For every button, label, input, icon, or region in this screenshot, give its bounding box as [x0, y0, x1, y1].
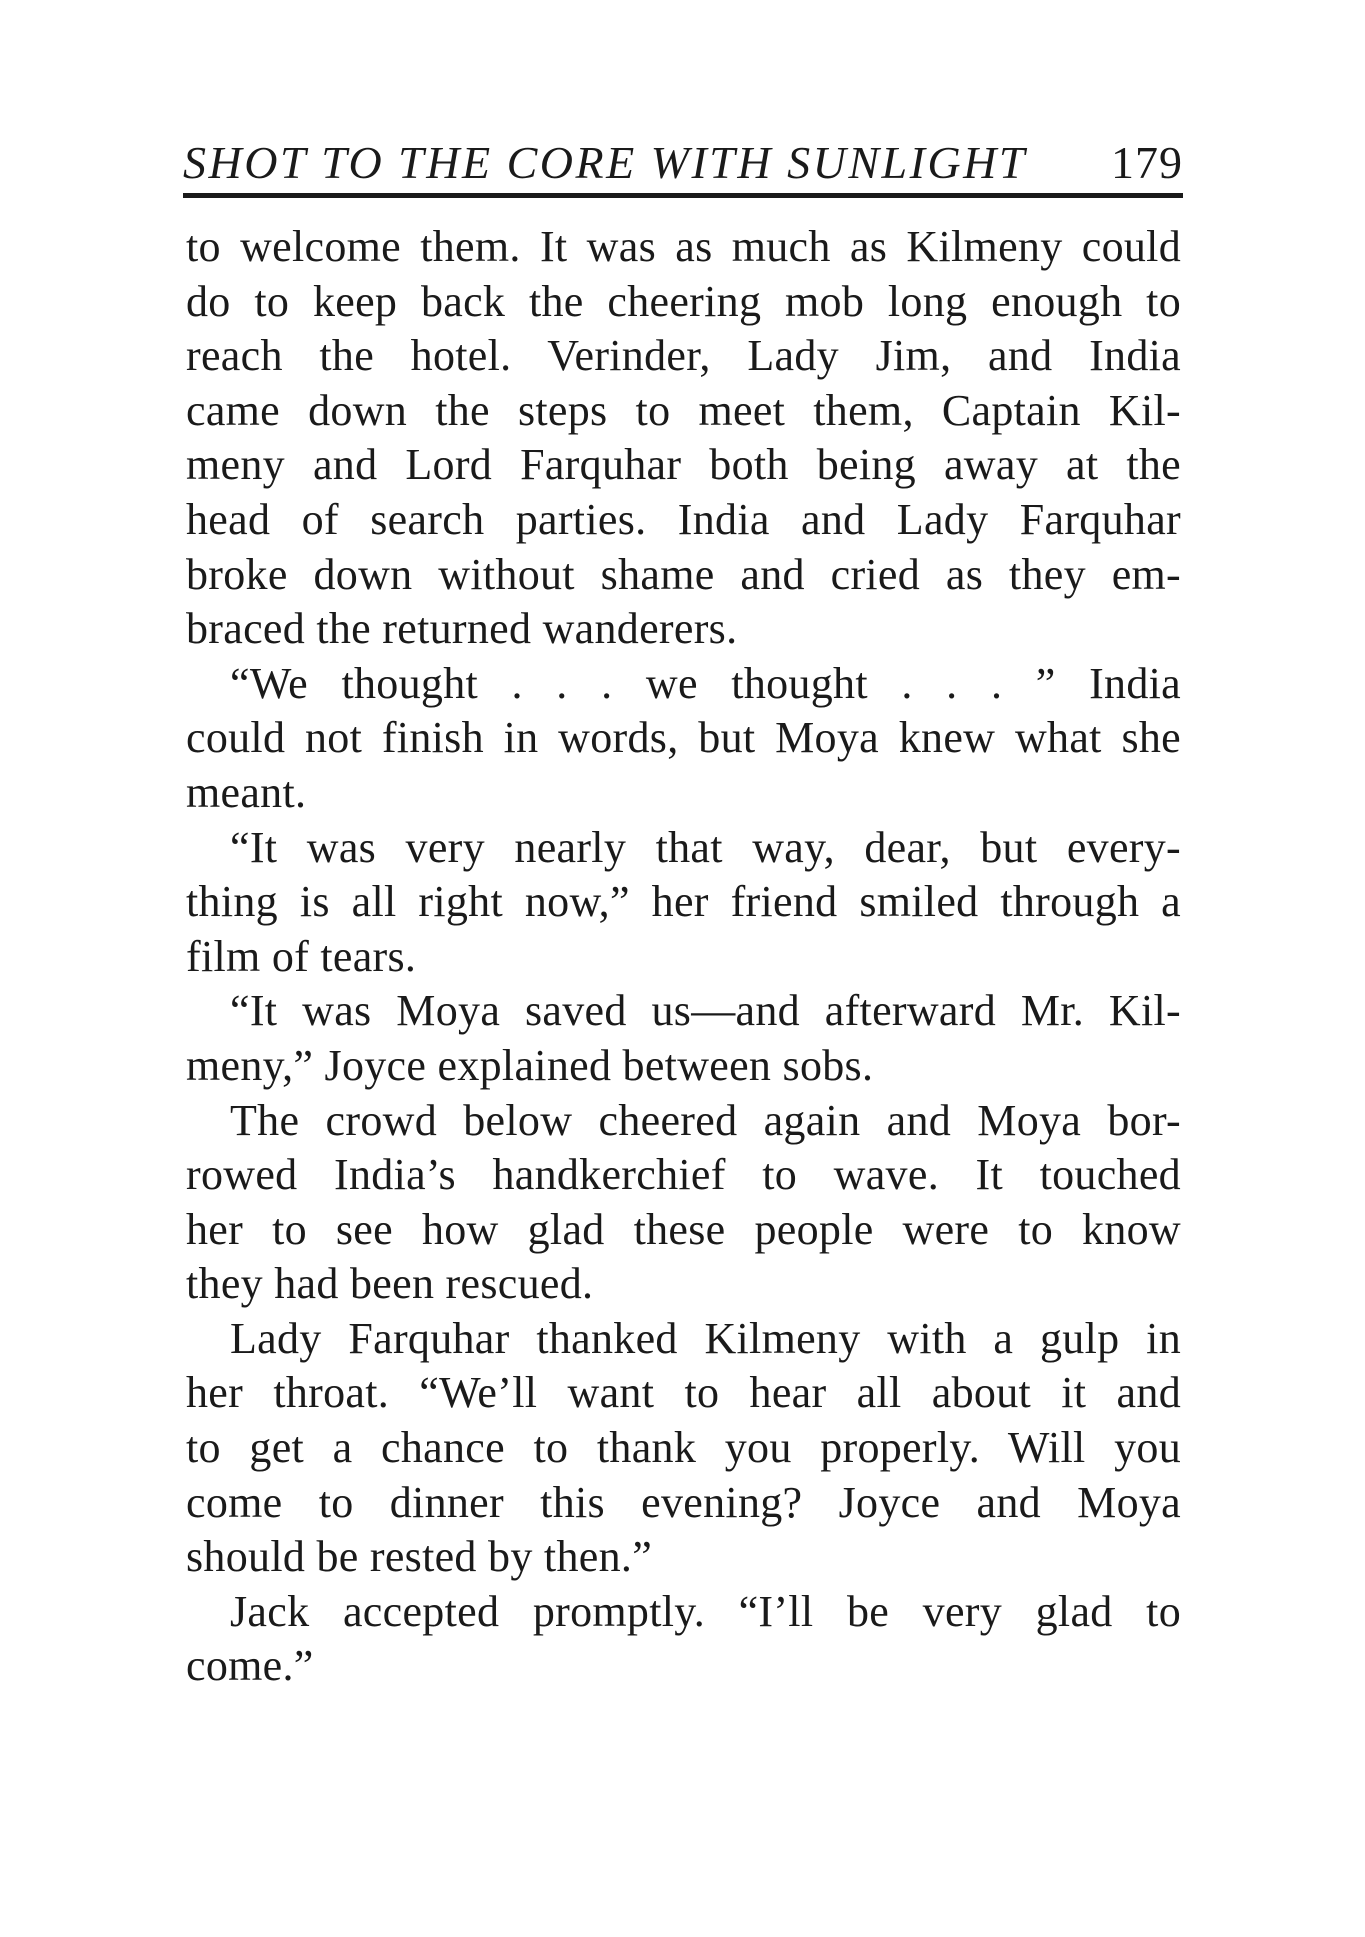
text-line: they had been rescued.	[186, 1259, 594, 1309]
text-line: could not finish in words, but Moya knew what she	[186, 713, 1181, 763]
paragraph-6	[186, 1312, 1181, 1585]
text-line: head of search parties. India and Lady Farquhar	[186, 494, 1181, 544]
paragraph-4	[186, 984, 1181, 1093]
text-line: Jack accepted promptly. “I’ll be very glad to	[230, 1586, 1181, 1636]
text-line: The crowd below cheered again and Moya bor-	[230, 1095, 1181, 1145]
paragraph-3	[186, 821, 1181, 985]
text-line: come to dinner this evening? Joyce and Moya	[186, 1477, 1181, 1527]
paragraph-2	[186, 657, 1181, 821]
text-line: broke down without shame and cried as they em-	[186, 549, 1181, 599]
paragraph-1	[186, 220, 1181, 657]
text-line: meny and Lord Farquhar both being away at the	[186, 440, 1181, 490]
text-line: come.”	[186, 1641, 314, 1691]
running-title: SHOT TO THE CORE WITH SUNLIGHT	[183, 137, 1027, 188]
text-line: reach the hotel. Verinder, Lady Jim, and India	[186, 331, 1181, 381]
text-line: do to keep back the cheering mob long enough to	[186, 276, 1181, 326]
text-line: thing is all right now,” her friend smiled through a	[186, 877, 1181, 927]
text-line: meny,” Joyce explained between sobs.	[186, 1040, 874, 1090]
text-line: came down the steps to meet them, Captain Kil-	[186, 385, 1181, 435]
text-line: her to see how glad these people were to know	[186, 1204, 1181, 1254]
text-line: should be rested by then.”	[186, 1532, 653, 1582]
text-line: Lady Farquhar thanked Kilmeny with a gulp in	[230, 1313, 1181, 1363]
running-head	[183, 133, 1183, 193]
text-line: to get a chance to thank you properly. Will you	[186, 1423, 1181, 1473]
text-line: film of tears.	[186, 931, 417, 981]
text-line: braced the returned wanderers.	[186, 604, 738, 654]
body-text	[186, 220, 1181, 1694]
text-line: “It was very nearly that way, dear, but every-	[230, 822, 1181, 872]
text-line: “It was Moya saved us—and afterward Mr. Kil-	[230, 986, 1181, 1036]
text-line: meant.	[186, 767, 307, 817]
page-number: 179	[1111, 137, 1183, 188]
paragraph-5	[186, 1094, 1181, 1312]
text-line: her throat. “We’ll want to hear all about it and	[186, 1368, 1181, 1418]
header-rule	[183, 193, 1183, 198]
paragraph-7	[186, 1585, 1181, 1694]
text-line: to welcome them. It was as much as Kilmeny could	[186, 222, 1181, 271]
text-line: rowed India’s handkerchief to wave. It touched	[186, 1150, 1181, 1200]
text-line: “We thought . . . we thought . . . ” India	[230, 658, 1181, 708]
